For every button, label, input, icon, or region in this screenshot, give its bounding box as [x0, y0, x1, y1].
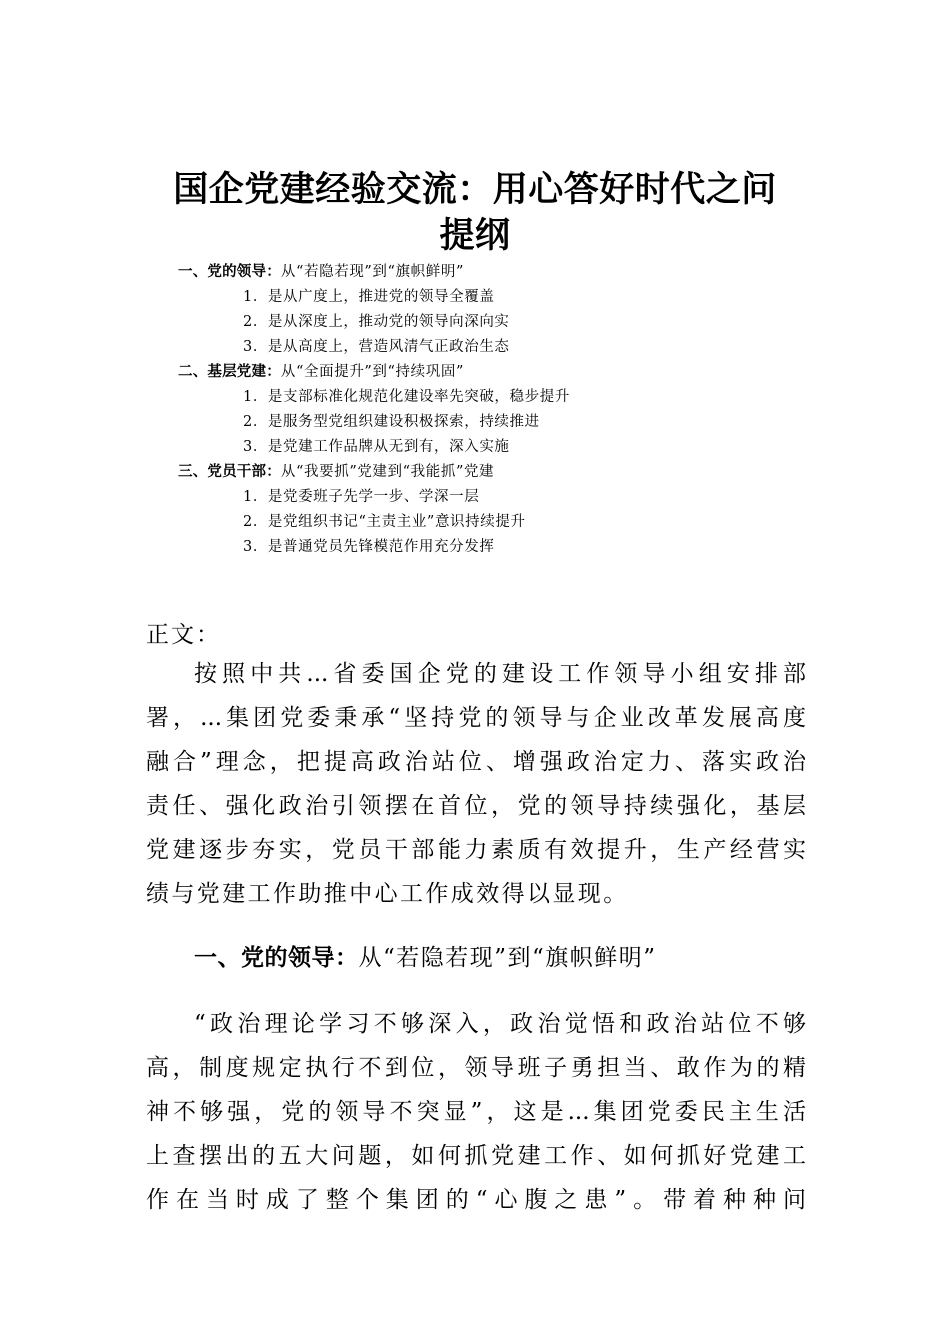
outline-section-2	[178, 362, 464, 382]
document-title: 国企党建经验交流：用心答好时代之问	[173, 170, 777, 210]
paragraph-line: 上查摆出的五大问题，如何抓党建工作、如何抓好党建工	[146, 1143, 806, 1169]
outline-section-2-text: 从“全面提升”到“持续巩固”	[280, 364, 464, 380]
paragraph-line: 作在当时成了整个集团的“心腹之患”。带着种种问	[146, 1187, 806, 1213]
outline-item-3-2: 2．是党组织书记“主责主业”意识持续提升	[243, 514, 526, 530]
outline-section-3-text: 从“我要抓”党建到“我能抓”党建	[280, 464, 495, 480]
section-heading-1	[194, 938, 657, 978]
outline-section-3-head: 三、党员干部：	[178, 464, 281, 480]
paragraph-line: “政治理论学习不够深入，政治觉悟和政治站位不够	[194, 1011, 806, 1037]
outline-item-2-3: 3．是党建工作品牌从无到有，深入实施	[243, 439, 510, 455]
paragraph-line: 党建逐步夯实，党员干部能力素质有效提升，生产经营实	[146, 837, 806, 863]
paragraph-section-1	[146, 1002, 806, 1222]
outline-item-3-1: 1．是党委班子先学一步、学深一层	[243, 489, 480, 505]
paragraph-line: 神不够强，党的领导不突显”，这是...集团党委民主生活	[146, 1099, 806, 1125]
document-subtitle: 提纲	[439, 216, 511, 256]
outline-section-3	[178, 462, 494, 482]
section-heading-1-text: 从“若隐若现”到“旗帜鲜明”	[358, 945, 657, 971]
outline-item-2-1: 1．是支部标准化规范化建设率先突破，稳步提升	[243, 389, 570, 405]
paragraph-line: 按照中共...省委国企党的建设工作领导小组安排部	[194, 661, 806, 687]
paragraph-line: 绩与党建工作助推中心工作成效得以显现。	[146, 881, 629, 907]
outline-item-3-3: 3．是普通党员先锋模范作用充分发挥	[243, 539, 495, 555]
paragraph-line: 融合”理念，把提高政治站位、增强政治定力、落实政治	[146, 749, 806, 775]
outline-item-1-3: 3．是从高度上，营造风清气正政治生态	[243, 339, 510, 355]
outline-section-2-head: 二、基层党建：	[178, 364, 281, 380]
outline-item-1-1: 1．是从广度上，推进党的领导全覆盖	[243, 289, 495, 305]
outline-section-1	[178, 262, 464, 282]
paragraph-line: 署，...集团党委秉承“坚持党的领导与企业改革发展高度	[146, 705, 806, 731]
section-heading-1-head: 一、党的领导：	[194, 945, 359, 971]
outline-section-1-head: 一、党的领导：	[178, 264, 281, 280]
paragraph-line: 高，制度规定执行不到位，领导班子勇担当、敢作为的精	[146, 1055, 806, 1081]
paragraph-intro	[146, 652, 806, 916]
outline-item-1-2: 2．是从深度上，推动党的领导向深向实	[243, 314, 510, 330]
paragraph-line: 责任、强化政治引领摆在首位，党的领导持续强化，基层	[146, 793, 806, 819]
outline-section-1-text: 从“若隐若现”到“旗帜鲜明”	[280, 264, 464, 280]
body-label: 正文：	[146, 622, 221, 648]
outline-item-2-2: 2．是服务型党组织建设积极探索，持续推进	[243, 414, 540, 430]
